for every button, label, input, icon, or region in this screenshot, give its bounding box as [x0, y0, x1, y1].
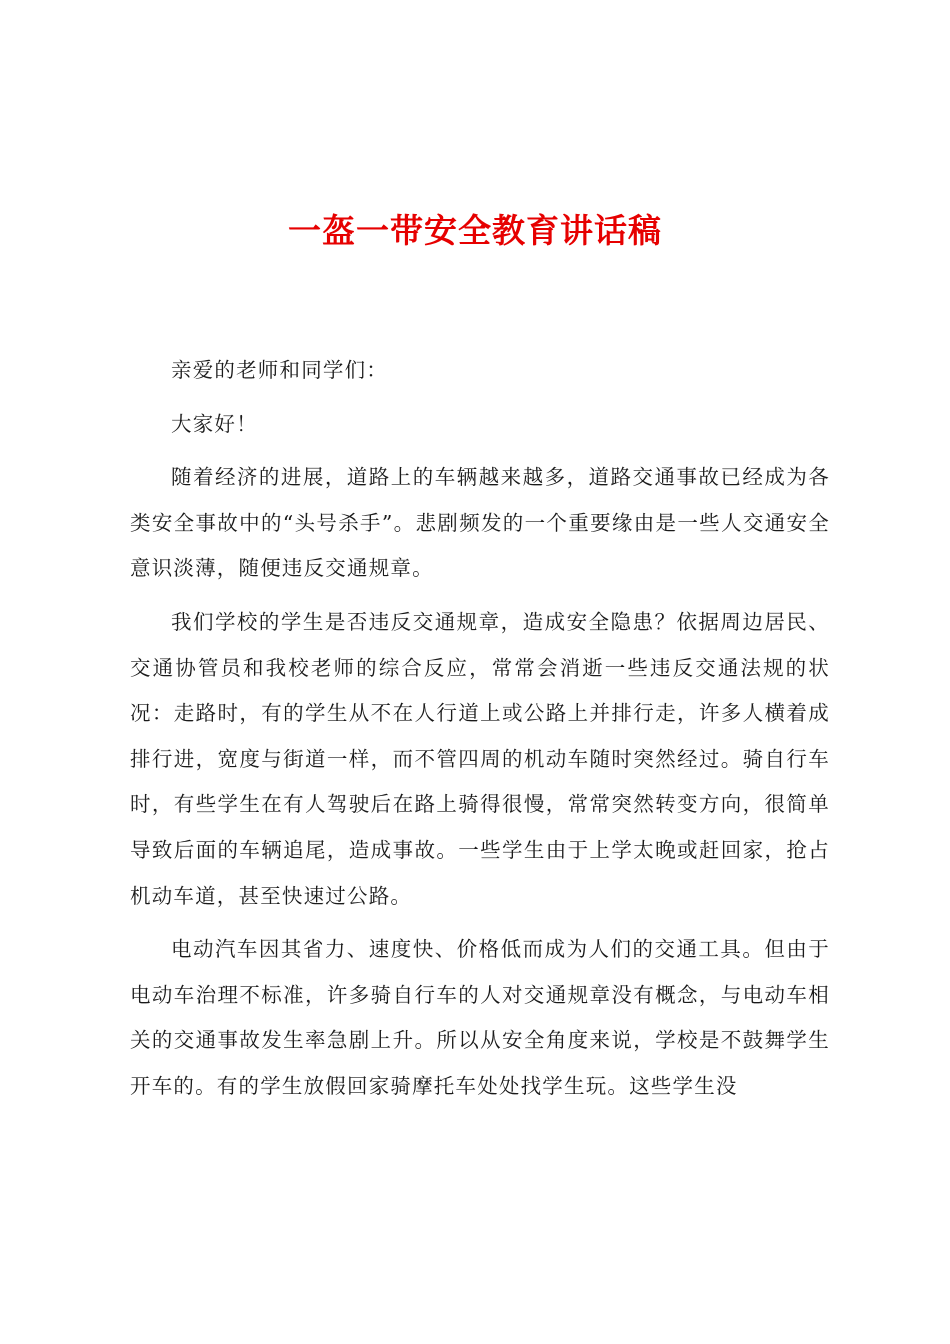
body-paragraph: 我们学校的学生是否违反交通规章，造成安全隐患？依据周边居民、交通协管员和我校老师的综合反应，常常会消逝一些违反交通法规的状况：走路时，有的学生从不在人行道上或公路上并排行走，许多人横着成排行进，宽度与街道一样，而不管四周的机动车随时突然经过。骑自行车时，有些学生在有人驾驶后在路上骑得很慢，常常突然转变方向，很简单导致后面的车辆追尾，造成事故。一些学生由于上学太晚或赶回家，抢占机动车道，甚至快速过公路。	[130, 609, 830, 908]
greeting: 大家好！	[171, 411, 258, 436]
body-paragraph: 随着经济的进展，道路上的车辆越来越多，道路交通事故已经成为各类安全事故中的“头号杀手”。悲剧频发的一个重要缘由是一些人交通安全意识淡薄，随便违反交通规章。	[130, 465, 830, 581]
salutation: 亲爱的老师和同学们：	[171, 358, 388, 382]
document-title: 一盔一带安全教育讲话稿	[288, 211, 662, 250]
body-paragraph: 电动汽车因其省力、速度快、价格低而成为人们的交通工具。但由于电动车治理不标准，许多骑自行车的人对交通规章没有概念，与电动车相关的交通事故发生率急剧上升。所以从安全角度来说，学校是不鼓舞学生开车的。有的学生放假回家骑摩托车处处找学生玩。这些学生没	[130, 937, 830, 1098]
document-body	[130, 348, 830, 1118]
